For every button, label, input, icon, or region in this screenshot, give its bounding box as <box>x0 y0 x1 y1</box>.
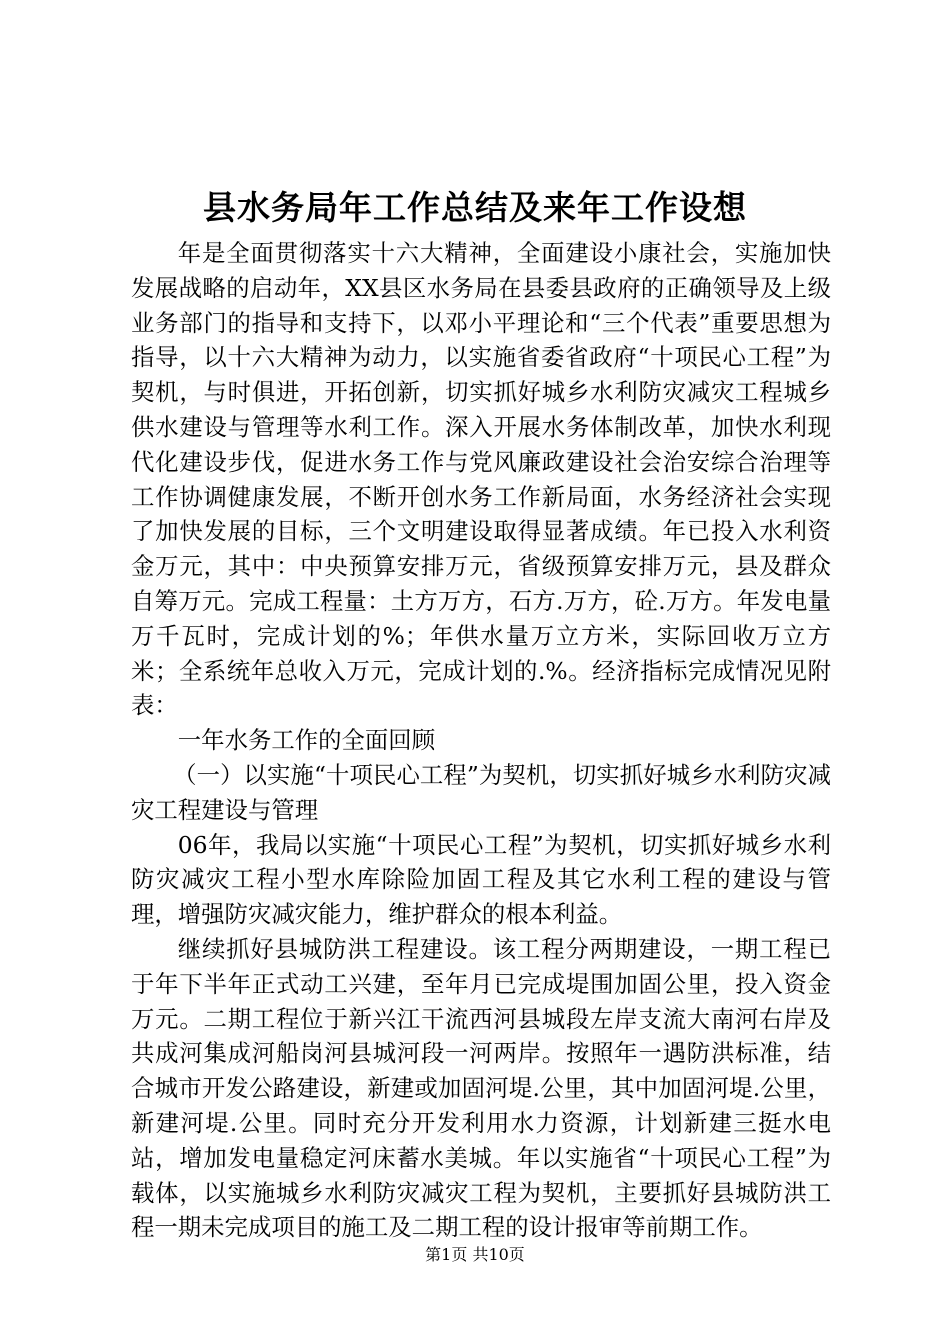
document-title: 县水务局年工作总结及来年工作设想 <box>203 188 747 227</box>
paragraph-flood-control: 继续抓好县城防洪工程建设。该工程分两期建设，一期工程已于年下半年正式动工兴建，至年月已完成堤围加固公里，投入资金万元。二期工程位于新兴江干流西河县城段左岸支流大南河右岸及共成河集成河船岗河县城河段一河两岸。按照年一遇防洪标准，结合城市开发公路建设，新建或加固河堤.公里，其中加固河堤.公里，新建河堤.公里。同时充分开发利用水力资源，计划新建三挺水电站，增加发电量稳定河床蓄水美城。年以实施省“十项民心工程”为载体，以实施城乡水利防灾减灾工程为契机，主要抓好县城防洪工程一期未完成项目的施工及二期工程的设计报审等前期工作。 <box>131 934 831 1242</box>
subsection-heading: （一）以实施“十项民心工程”为契机，切实抓好城乡水利防灾减灾工程建设与管理 <box>131 760 831 824</box>
document-body <box>131 236 831 1245</box>
section-heading: 一年水务工作的全面回顾 <box>177 726 436 755</box>
paragraph-intro: 年是全面贯彻落实十六大精神，全面建设小康社会，实施加快发展战略的启动年，XX县区水务局在县委县政府的正确领导及上级业务部门的指导和支持下，以邓小平理论和“三个代表”重要思想为指导，以十六大精神为动力，以实施省委省政府“十项民心工程”为契机，与时俱进，开拓创新，切实抓好城乡水利防灾减灾工程城乡供水建设与管理等水利工作。深入开展水务体制改革，加快水利现代化建设步伐，促进水务工作与党风廉政建设社会治安综合治理等工作协调健康发展，不断开创水务工作新局面，水务经济社会实现了加快发展的目标，三个文明建设取得显著成绩。年已投入水利资金万元，其中：中央预算安排万元，省级预算安排万元，县及群众自筹万元。完成工程量：土方万方，石方.万方，砼.万方。年发电量万千瓦时，完成计划的%；年供水量万立方米，实际回收万立方米；全系统年总收入万元，完成计划的.%。经济指标完成情况见附表： <box>131 239 831 720</box>
page-number: 第1页 共10页 <box>425 1245 525 1264</box>
paragraph-2006: 06年，我局以实施“十项民心工程”为契机，切实抓好城乡水利防灾减灾工程小型水库除险加固工程及其它水利工程的建设与管理，增强防灾减灾能力，维护群众的根本利益。 <box>131 830 831 929</box>
